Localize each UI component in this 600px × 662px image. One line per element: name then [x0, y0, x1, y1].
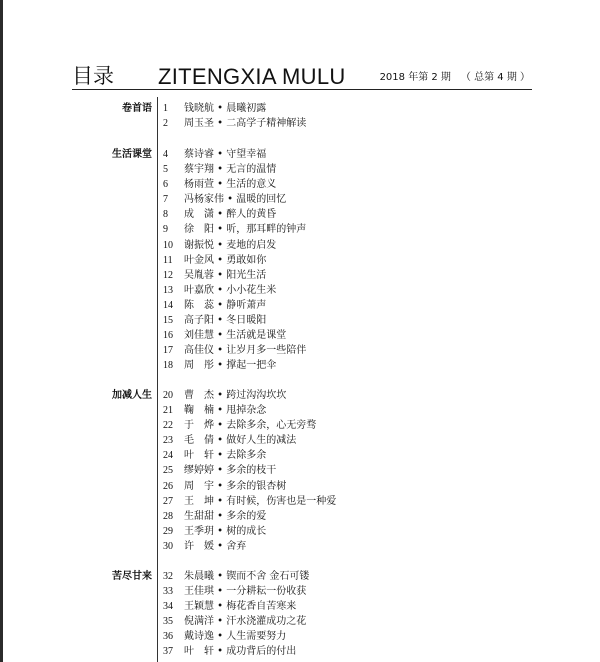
entry-title: 高子阳 • 冬日暖阳: [184, 315, 267, 327]
entry-title: 吴胤蓉 • 阳光生活: [184, 269, 267, 281]
page-number: 20: [163, 390, 173, 401]
page-number: 28: [163, 510, 173, 522]
toc-entry[interactable]: [163, 313, 523, 328]
page-number: 9: [163, 224, 168, 236]
page-number: 29: [163, 525, 173, 537]
page-left-edge: [0, 0, 3, 662]
entry-title: 成 潇 • 醉人的黄昏: [184, 209, 277, 221]
section-name: 卷首语: [122, 103, 152, 114]
page-number: 15: [163, 315, 173, 327]
entry-title: 叶金风 • 勇敢如你: [184, 254, 267, 266]
page-number: 2: [163, 118, 168, 130]
page-number: 30: [163, 540, 173, 552]
entry-title: 许 媛 • 舍弃: [184, 540, 247, 552]
toc-entry[interactable]: [163, 268, 523, 283]
section-name: 加减人生: [112, 390, 152, 401]
toc-entry[interactable]: [163, 418, 523, 433]
page-number: 35: [163, 616, 173, 628]
entry-title: 王季玥 • 树的成长: [184, 525, 267, 537]
toc-entry[interactable]: [163, 328, 523, 343]
page-number: 5: [163, 164, 168, 176]
entry-title: 毛 倩 • 做好人生的减法: [184, 435, 297, 447]
entry-title: 蔡诗睿 • 守望幸福: [184, 149, 267, 160]
entry-title: 王 坤 • 有时候，伤害也是一种爱: [184, 495, 337, 507]
entry-title: 于 烨 • 去除多余，心无旁骛: [184, 420, 317, 432]
toc-entry[interactable]: [163, 116, 523, 131]
toc-entry[interactable]: [163, 298, 523, 313]
toc-entry[interactable]: [163, 479, 523, 494]
toc-entry[interactable]: [163, 222, 523, 237]
toc-entry[interactable]: [163, 238, 523, 253]
section-name: 苦尽甘来: [112, 571, 152, 582]
entry-title: 刘佳慧 • 生活就是课堂: [184, 330, 287, 342]
entry-title: 谢振悦 • 麦地的启发: [184, 239, 277, 251]
toc-entry[interactable]: [163, 433, 523, 448]
issue-info: [380, 71, 530, 85]
page-number: 27: [163, 495, 173, 507]
toc-entry[interactable]: [163, 101, 523, 116]
toc-title-en: ZITENGXIA MULU: [158, 64, 346, 89]
page-number: 21: [163, 405, 173, 417]
entry-title: 徐 阳 • 听，那耳畔的钟声: [184, 224, 307, 236]
page-number: 16: [163, 330, 173, 342]
entry-title: 周玉圣 • 二高学子精神解读: [184, 118, 307, 130]
page-number: 6: [163, 179, 168, 191]
toc-entry[interactable]: [163, 147, 523, 162]
toc-entry[interactable]: [163, 629, 523, 644]
toc-title-cn: 目录: [72, 64, 114, 88]
page-number: 36: [163, 631, 173, 643]
entry-title: 蔡宇翔 • 无言的温情: [184, 164, 277, 176]
page-number: 14: [163, 299, 173, 311]
entry-title: 周 彤 • 撑起一把伞: [184, 360, 277, 372]
toc-entry[interactable]: [163, 358, 523, 373]
toc-entry[interactable]: [163, 388, 523, 403]
entry-title: 缪婷婷 • 多余的枝干: [184, 465, 277, 477]
toc-entry[interactable]: [163, 539, 523, 554]
page-number: 13: [163, 284, 173, 296]
page-number: 24: [163, 450, 173, 462]
entry-title: 冯杨家伟 • 温暖的回忆: [184, 194, 287, 206]
toc-entry[interactable]: [163, 569, 523, 584]
page-number: 34: [163, 601, 173, 613]
page-number: 8: [163, 209, 168, 221]
entry-title: 生甜甜 • 多余的爱: [184, 510, 267, 522]
page-number: 37: [163, 646, 173, 658]
toc-entry[interactable]: [163, 599, 523, 614]
page-number: 11: [163, 254, 173, 266]
toc-entry[interactable]: [163, 509, 523, 524]
toc-entry[interactable]: [163, 207, 523, 222]
page-number: 7: [163, 194, 168, 206]
toc-entry[interactable]: [163, 584, 523, 599]
page-number: 32: [163, 571, 173, 582]
section-name: 生活课堂: [112, 149, 152, 160]
page-number: 10: [163, 239, 173, 251]
page-number: 12: [163, 269, 173, 281]
entry-title: 钱晓航 • 晨曦初露: [184, 103, 267, 114]
page-number: 22: [163, 420, 173, 432]
entry-title: 高佳仪 • 让岁月多一些陪伴: [184, 345, 307, 357]
toc-entry[interactable]: [163, 614, 523, 629]
toc-entry[interactable]: [163, 403, 523, 418]
section-items: [163, 388, 523, 554]
page-number: 1: [163, 103, 168, 114]
entry-title: 鞠 楠 • 甩掉杂念: [184, 405, 267, 417]
page-number: 4: [163, 149, 168, 160]
toc-entry[interactable]: [163, 448, 523, 463]
entry-title: 周 宇 • 多余的银杏树: [184, 480, 287, 492]
total-issue-number: （ 总第 4 期 ）: [460, 72, 530, 83]
entry-title: 曹 杰 • 跨过沟沟坎坎: [184, 390, 287, 401]
section-items: [163, 147, 523, 373]
toc-entry[interactable]: [163, 494, 523, 509]
toc-entry[interactable]: [163, 253, 523, 268]
page-number: 23: [163, 435, 173, 447]
section-items: [163, 101, 523, 131]
toc-entry[interactable]: [163, 343, 523, 358]
page-number: 26: [163, 480, 173, 492]
entry-title: 王佳琪 • 一分耕耘一份收获: [184, 586, 307, 598]
page-number: 33: [163, 586, 173, 598]
entry-title: 王颖慧 • 梅花香自苦寒来: [184, 601, 297, 613]
column-divider: [157, 97, 158, 662]
entry-title: 杨雨萱 • 生活的意义: [184, 179, 277, 191]
entry-title: 陈 蕊 • 静听萧声: [184, 299, 267, 311]
toc-entry[interactable]: [163, 463, 523, 478]
entry-title: 叶 轩 • 去除多余: [184, 450, 267, 462]
entry-title: 朱晨曦 • 锲而不舍 金石可镂: [184, 571, 310, 582]
page-number: 18: [163, 360, 173, 372]
issue-number: 2018 年第 2 期: [379, 72, 451, 83]
entry-title: 戴诗逸 • 人生需要努力: [184, 631, 287, 643]
header-rule: [72, 89, 532, 90]
toc-entry[interactable]: [163, 177, 523, 192]
toc-entry[interactable]: [163, 524, 523, 539]
toc-entry[interactable]: [163, 162, 523, 177]
entry-title: 倪满洋 • 汗水浇灌成功之花: [184, 616, 307, 628]
toc-entry[interactable]: [163, 192, 523, 207]
entry-title: 叶嘉欣 • 小小花生米: [184, 284, 277, 296]
toc-header: [72, 62, 532, 90]
section-items: [163, 569, 523, 660]
entry-title: 叶 轩 • 成功背后的付出: [184, 646, 297, 658]
toc-entry[interactable]: [163, 283, 523, 298]
page-number: 17: [163, 345, 173, 357]
page-number: 25: [163, 465, 173, 477]
toc-entry[interactable]: [163, 644, 523, 659]
